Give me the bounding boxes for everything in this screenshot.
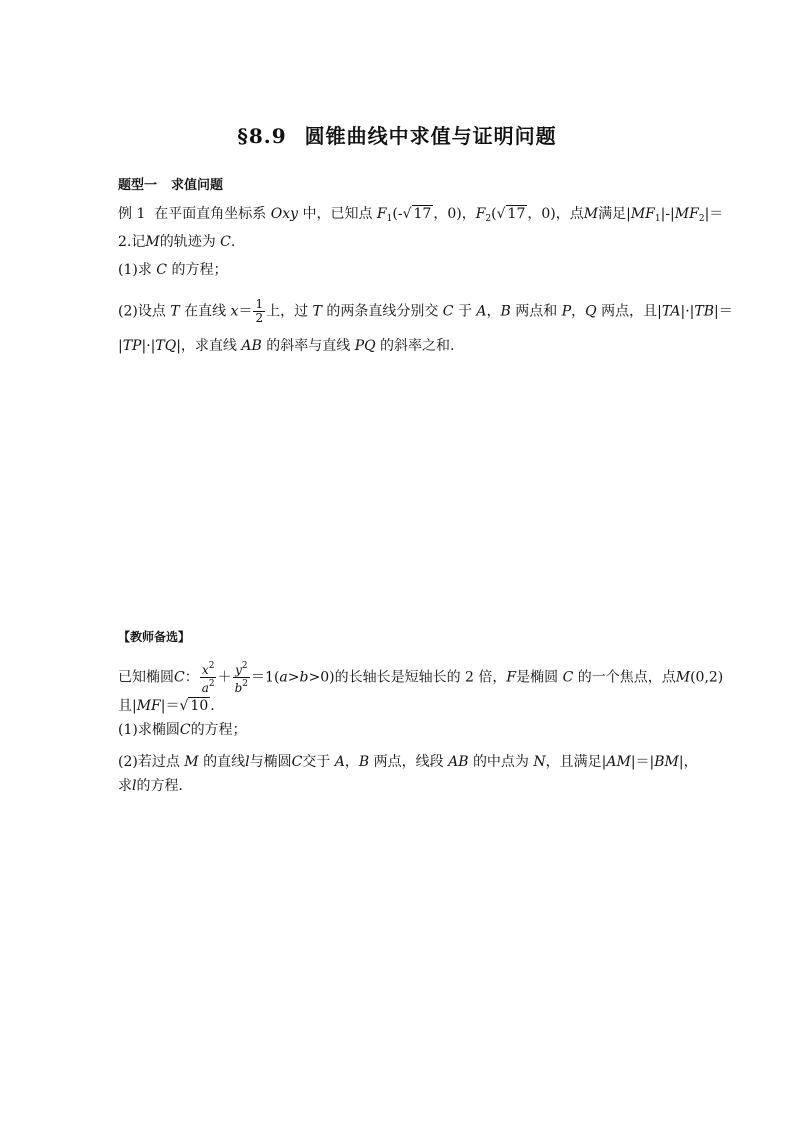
sqrt-17: √ 17 [402,206,432,222]
denominator: 2 [255,311,264,325]
text: ，点 [555,206,584,222]
text: 求 [118,778,132,794]
text: (2)若过点 [118,754,180,770]
math-var: Oxy [270,206,299,222]
text: ，0) [527,206,556,222]
math-var: PQ [354,338,376,354]
page-title [0,120,794,149]
math-var: M [184,754,199,770]
text: . [230,234,236,250]
denominator [200,678,217,695]
math-var: C [179,722,191,738]
math-var: C [156,262,168,278]
numerator [233,660,250,678]
superscript: 2 [208,679,215,689]
text: ： [184,669,199,686]
text: 的斜率之和. [380,338,455,354]
radicand: 17 [413,206,432,222]
text: 的一个焦点，点 [577,669,676,686]
subscript: 2 [698,214,705,224]
math-var: B [500,303,511,320]
math-var: F [376,206,387,222]
math-var: C [174,669,185,686]
fraction-x2-a2 [200,660,217,695]
text: 的方程． [136,778,193,794]
numerator: 1 [255,297,264,311]
text: ( [491,206,497,222]
text: 已知椭圆 [118,669,174,686]
math-var: B [358,754,370,770]
text: 中，已知点 [302,206,373,222]
text: |＝ [160,698,180,714]
math-var: l [132,778,137,794]
math-var: P [561,303,572,320]
math-var: C [442,303,454,320]
text: 且| [118,698,137,714]
math-var: TQ [155,338,177,354]
text: 的直线 [203,754,246,770]
example1-line1 [118,204,723,229]
example1-line2 [118,232,235,252]
superscript: 2 [208,661,215,671]
radicand: 17 [507,206,526,222]
text: ， [571,303,586,320]
teacher-question1 [118,720,247,740]
math-var: b [234,681,243,695]
text: 的长轴长是短轴长的 2 倍， [334,669,507,686]
text: 交于 [302,754,331,770]
section-title: 圆锥曲线中求值与证明问题 [304,124,557,148]
math-var: Q [585,303,597,320]
teacher-question2 [118,752,698,772]
math-var: M [675,669,691,686]
text: >0) [308,669,335,686]
example1-question2-cont [118,336,455,356]
text: (2)设点 [118,303,166,320]
teacher-line1 [118,660,723,695]
math-var: T [170,303,180,320]
text: 的斜率与直线 [266,338,351,354]
topic-label: 题型一 [118,178,158,193]
math-var: F [475,206,486,222]
math-var: M [583,206,599,222]
superscript: 2 [242,679,249,689]
subscript: 1 [386,214,393,224]
math-var: C [562,669,574,686]
text: |， [678,754,698,770]
math-var: BM [654,754,679,770]
text: ， [486,303,501,320]
math-var: a [279,669,288,686]
radicand: 10 [190,698,209,714]
text: ， [344,754,359,770]
math-var: a [201,681,209,695]
text: |＝ [704,206,724,222]
math-var: x [230,303,239,320]
text: 满足| [598,206,631,222]
text: ， [461,206,476,222]
text: 的方程； [190,722,247,738]
text: ＝ [238,303,253,320]
text: 与椭圆 [249,754,292,770]
math-var: A [334,754,345,770]
teacher-question2-cont [118,776,192,796]
math-var: MF [136,698,161,714]
text: . [210,698,215,714]
teacher-selection-tag: 【教师备选】 [118,630,191,644]
math-var: A [476,303,487,320]
fraction-one-half [253,298,265,325]
text: |＝ [714,303,733,320]
example1-question2 [118,298,733,325]
denominator [233,678,250,695]
math-var: TP [122,338,142,354]
math-var: MF [630,206,655,222]
text: |＝| [630,754,655,770]
math-var: M [145,234,160,250]
text: ＝1( [251,669,280,686]
text: ，且满足| [545,754,607,770]
example-label: 例 1 [118,206,146,222]
text: 在直线 [184,303,227,320]
numerator [200,660,217,678]
text: 是椭圆 [516,669,559,686]
math-var: T [312,303,322,320]
math-var: l [245,754,250,770]
text: 的中点为 [472,754,529,770]
text: (1)求 [118,262,152,278]
sqrt-10: √ 10 [179,698,209,714]
math-var: AB [448,754,469,770]
text: (- [392,206,403,222]
text: 的方程； [171,262,228,278]
section-number: §8.9 [237,124,287,148]
text: 两点，且| [601,303,662,320]
text: |，求直线 [176,338,237,354]
topic-name: 求值问题 [171,178,224,193]
text: 两点和 [515,303,558,320]
text: ＋ [217,669,232,686]
math-var: x [201,663,209,677]
math-var: AB [241,338,262,354]
math-var: F [506,669,517,686]
sqrt-17: √ 17 [496,206,526,222]
math-var: AM [606,754,631,770]
text: 于 [457,303,472,320]
text: > [287,669,300,686]
math-var: N [533,754,546,770]
text: |·| [141,338,156,354]
superscript: 2 [241,661,248,671]
math-var: C [220,234,231,250]
text: |·| [680,303,695,320]
subscript: 2 [485,214,492,224]
teacher-line2 [118,696,215,716]
text: 上，过 [266,303,309,320]
text: 在平面直角坐标系 [154,206,267,222]
math-var: MF [674,206,699,222]
fraction-y2-b2 [233,660,250,695]
math-var: C [291,754,303,770]
topic-heading [118,174,223,193]
example1-question1 [118,260,227,280]
math-var: y [235,663,242,677]
text: 的两条直线分别交 [326,303,439,320]
math-var: TB [694,303,715,320]
text: 2.记 [118,234,146,250]
text: (1)求椭圆 [118,722,180,738]
math-var: b [299,669,309,686]
text: (0,2) [690,669,724,686]
subscript: 1 [654,214,661,224]
text: 的轨迹为 [159,234,216,250]
text: |-| [660,206,675,222]
math-var: TA [661,303,681,320]
text: 两点，线段 [373,754,444,770]
text: | [118,338,123,354]
text: ，0) [433,206,462,222]
